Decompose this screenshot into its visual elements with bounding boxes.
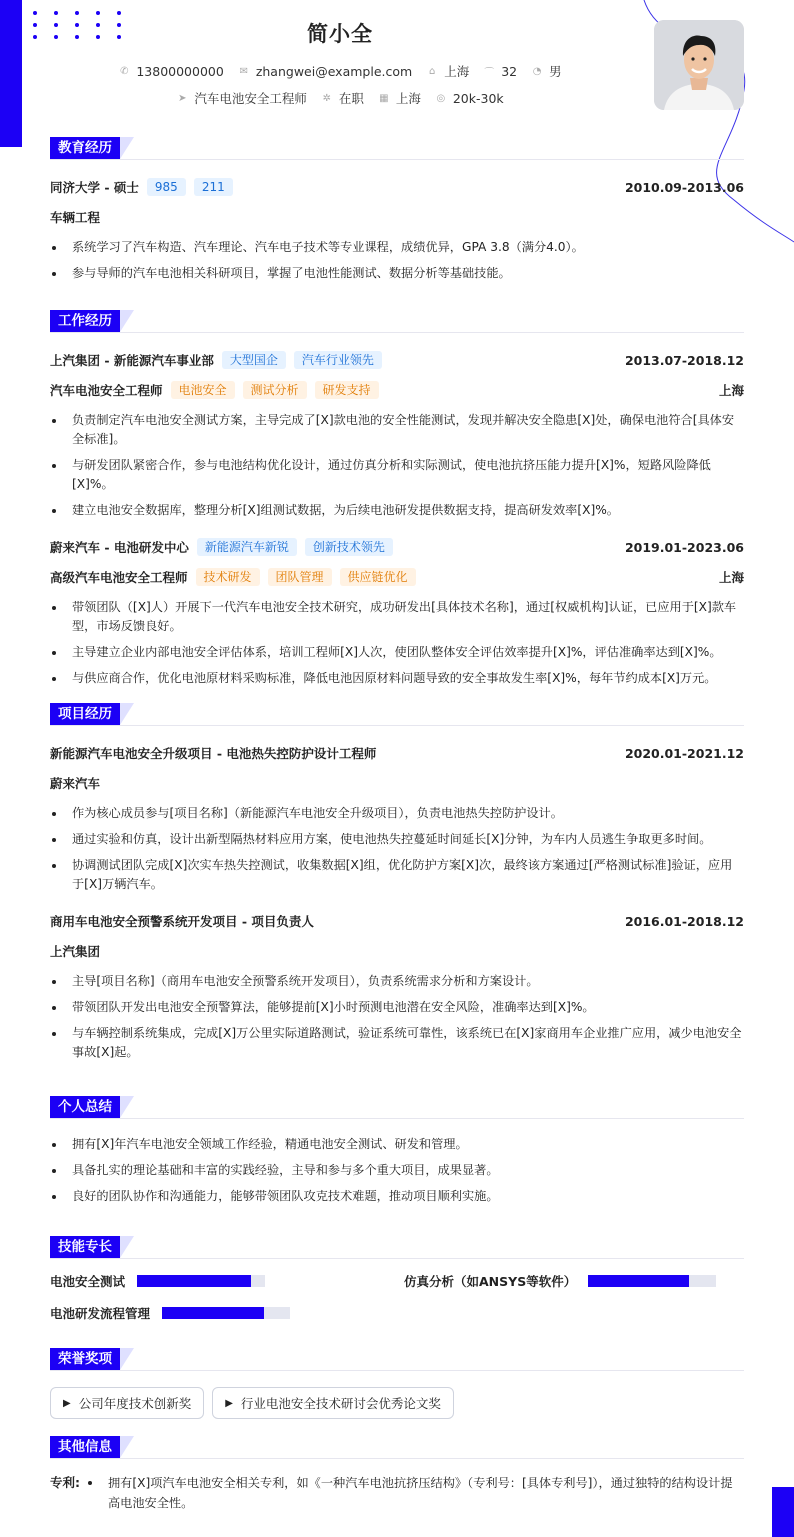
city-text: 上海: [444, 64, 470, 79]
school-tag: 985: [147, 178, 186, 196]
award-name: 行业电池安全技术研讨会优秀论文奖: [240, 1396, 441, 1411]
skill-level-bar: [588, 1275, 716, 1287]
project-entry: [50, 740, 744, 894]
section-title-summary: 个人总结: [50, 1096, 120, 1118]
work-bullet: 带领团队（[X]人）开展下一代汽车电池安全技术研究，成功研发出[具体技术名称]，通过[权威机构]认证，已应用于[X]款车型，市场反馈良好。: [50, 598, 744, 636]
phone-icon: ✆: [120, 65, 129, 77]
other-section: [50, 1436, 744, 1520]
education-bullet: 系统学习了汽车构造、汽车理论、汽车电子技术等专业课程，成绩优异，GPA 3.8（满分4.0）。: [50, 238, 744, 257]
gender-item: [531, 62, 562, 80]
home-icon: ⌂: [429, 65, 436, 77]
mail-icon: ✉: [239, 65, 249, 77]
section-title-work: 工作经历: [50, 310, 120, 332]
company-tag: 新能源汽车新锐: [197, 538, 297, 556]
summary-bullet: 拥有[X]年汽车电池安全领域工作经验，精通电池安全测试、研发和管理。: [50, 1135, 744, 1154]
company-name: 上汽集团 - 新能源汽车事业部: [50, 353, 214, 368]
role-tag: 测试分析: [243, 381, 307, 399]
project-bullet: 与车辆控制系统集成，完成[X]万公里实际道路测试，验证系统可靠性，该系统已在[X]家商用车企业推广应用，减少电池安全事故[X]起。: [50, 1024, 744, 1062]
salary-icon: ◎: [436, 92, 446, 104]
skill-name: 电池安全测试: [50, 1274, 126, 1289]
section-title-education: 教育经历: [50, 137, 120, 159]
contact-info-row: [80, 62, 600, 80]
role-tag: 研发支持: [315, 381, 379, 399]
company-name: 蔚来汽车 - 电池研发中心: [50, 540, 189, 555]
company-tag: 大型国企: [222, 351, 286, 369]
skills-section: [50, 1236, 744, 1323]
section-title-honors: 荣誉奖项: [50, 1348, 120, 1370]
salary-item: [435, 91, 504, 106]
age-text: 32: [501, 63, 518, 79]
summary-bullet: 良好的团队协作和沟通能力，能够带领团队攻克技术难题，推动项目顺利实施。: [50, 1187, 744, 1206]
summary-section: [50, 1096, 744, 1213]
patent-bullet: 拥有[X]项汽车电池安全相关专利，如《一种汽车电池抗挤压结构》（专利号：[具体专利号]），通过独特的结构设计提高电池安全性。: [86, 1473, 744, 1513]
age-item: [483, 64, 517, 79]
skill-item: [50, 1303, 404, 1323]
job-role: 高级汽车电池安全工程师: [50, 570, 188, 585]
gender-icon: ◔: [532, 65, 542, 77]
projects-section: [50, 703, 744, 1069]
phone-item: [118, 64, 223, 79]
position-item: [176, 89, 307, 107]
target-city-item: [378, 89, 421, 107]
skill-item: [50, 1271, 404, 1291]
work-period: 2019.01-2023.06: [624, 539, 744, 555]
role-tag: 团队管理: [268, 568, 332, 586]
skill-level-fill: [162, 1307, 264, 1319]
project-bullet: 主导[项目名称]（商用车电池安全预警系统开发项目），负责系统需求分析和方案设计。: [50, 972, 744, 991]
email-item: [238, 64, 412, 79]
project-title: 新能源汽车电池安全升级项目 - 电池热失控防护设计工程师: [50, 746, 377, 761]
send-icon: ➤: [178, 92, 187, 104]
role-tag: 技术研发: [196, 568, 260, 586]
work-location: 上海: [718, 383, 744, 398]
honors-section: [50, 1348, 744, 1419]
skill-level-fill: [137, 1275, 251, 1287]
award-name: 公司年度技术创新奖: [78, 1396, 192, 1411]
accent-bar-right: [772, 1487, 794, 1537]
work-location: 上海: [718, 570, 744, 585]
section-title-projects: 项目经历: [50, 703, 120, 725]
work-bullet: 建立电池安全数据库，整理分析[X]组测试数据，为后续电池研发提供数据支持，提高研发效率[X]%。: [50, 501, 744, 520]
project-bullet: 协调测试团队完成[X]次实车热失控测试，收集数据[X]组，优化防护方案[X]次，最终该方案通过[严格测试标准]验证，应用于[X]万辆汽车。: [50, 856, 744, 894]
project-org: 蔚来汽车: [50, 776, 101, 791]
education-period: 2010.09-2013.06: [624, 179, 744, 195]
patent-label: 专利:: [50, 1475, 80, 1490]
work-entry: [50, 534, 744, 688]
company-tag: 汽车行业领先: [294, 351, 382, 369]
company-tag: 创新技术领先: [305, 538, 393, 556]
skill-item: [404, 1271, 744, 1291]
school-tag: 211: [194, 178, 233, 196]
candidate-name: 简小全: [307, 22, 373, 46]
work-period: 2013.07-2018.12: [624, 352, 744, 368]
work-bullet: 负责制定汽车电池安全测试方案，主导完成了[X]款电池的安全性能测试，发现并解决安全隐患[X]处，确保电池符合[具体安全标准]。: [50, 411, 744, 449]
major: 车辆工程: [50, 210, 101, 225]
skill-level-bar: [137, 1275, 265, 1287]
project-title: 商用车电池安全预警系统开发项目 - 项目负责人: [50, 914, 314, 929]
skill-name: 仿真分析（如ANSYS等软件）: [404, 1274, 577, 1289]
job-intent-row: [80, 89, 600, 107]
project-period: 2016.01-2018.12: [624, 913, 744, 929]
education-bullet: 参与导师的汽车电池相关科研项目，掌握了电池性能测试、数据分析等基础技能。: [50, 264, 744, 283]
award-item: [212, 1387, 454, 1419]
education-header: [50, 174, 744, 200]
project-bullet: 通过实验和仿真，设计出新型隔热材料应用方案，使电池热失控蔓延时间延长[X]分钟，为车内人员逃生争取更多时间。: [50, 830, 744, 849]
city-item: [426, 62, 469, 80]
target-city-text: 上海: [395, 91, 421, 106]
project-entry: [50, 908, 744, 1062]
job-role: 汽车电池安全工程师: [50, 383, 163, 398]
summary-bullet: 具备扎实的理论基础和丰富的实践经验，主导和参与多个重大项目，成果显著。: [50, 1161, 744, 1180]
section-title-skills: 技能专长: [50, 1236, 120, 1258]
profile-photo: [654, 20, 744, 110]
work-entry: [50, 347, 744, 520]
work-section: [50, 310, 744, 695]
education-section: [50, 137, 744, 290]
section-title-other: 其他信息: [50, 1436, 120, 1458]
status-icon: ✲: [322, 92, 332, 104]
position-text: 汽车电池安全工程师: [194, 91, 307, 106]
building-icon: ▦: [379, 92, 389, 104]
skill-name: 电池研发流程管理: [50, 1306, 151, 1321]
gender-text: 男: [549, 64, 562, 79]
work-bullet: 与供应商合作，优化电池原材料采购标准，降低电池因原材料问题导致的安全事故发生率[X]%，每年节约成本[X]万元。: [50, 669, 744, 688]
work-bullet: 与研发团队紧密合作，参与电池结构优化设计，通过仿真分析和实际测试，使电池抗挤压能力提升[X]%，短路风险降低[X]%。: [50, 456, 744, 494]
status-item: [321, 89, 364, 107]
salary-text: 20k-30k: [452, 90, 504, 106]
play-triangle-icon: ▶: [225, 1397, 233, 1409]
play-triangle-icon: ▶: [63, 1397, 71, 1409]
project-bullet: 带领团队开发出电池安全预警算法，能够提前[X]小时预测电池潜在安全风险，准确率达到[X]%。: [50, 998, 744, 1017]
skill-level-bar: [162, 1307, 290, 1319]
project-period: 2020.01-2021.12: [624, 745, 744, 761]
school-name: 同济大学 - 硕士: [50, 180, 139, 195]
project-org: 上汽集团: [50, 944, 101, 959]
skill-level-fill: [588, 1275, 689, 1287]
role-tag: 供应链优化: [340, 568, 416, 586]
role-tag: 电池安全: [171, 381, 235, 399]
work-bullet: 主导建立企业内部电池安全评估体系，培训工程师[X]人次，使团队整体安全评估效率提升[X]%，评估准确率达到[X]%。: [50, 643, 744, 662]
email-text: zhangwei@example.com: [255, 63, 413, 79]
award-item: [50, 1387, 204, 1419]
project-bullet: 作为核心成员参与[项目名称]（新能源汽车电池安全升级项目），负责电池热失控防护设计。: [50, 804, 744, 823]
phone-text: 13800000000: [136, 63, 224, 79]
status-text: 在职: [338, 91, 364, 106]
age-icon: ⌒: [484, 67, 495, 79]
